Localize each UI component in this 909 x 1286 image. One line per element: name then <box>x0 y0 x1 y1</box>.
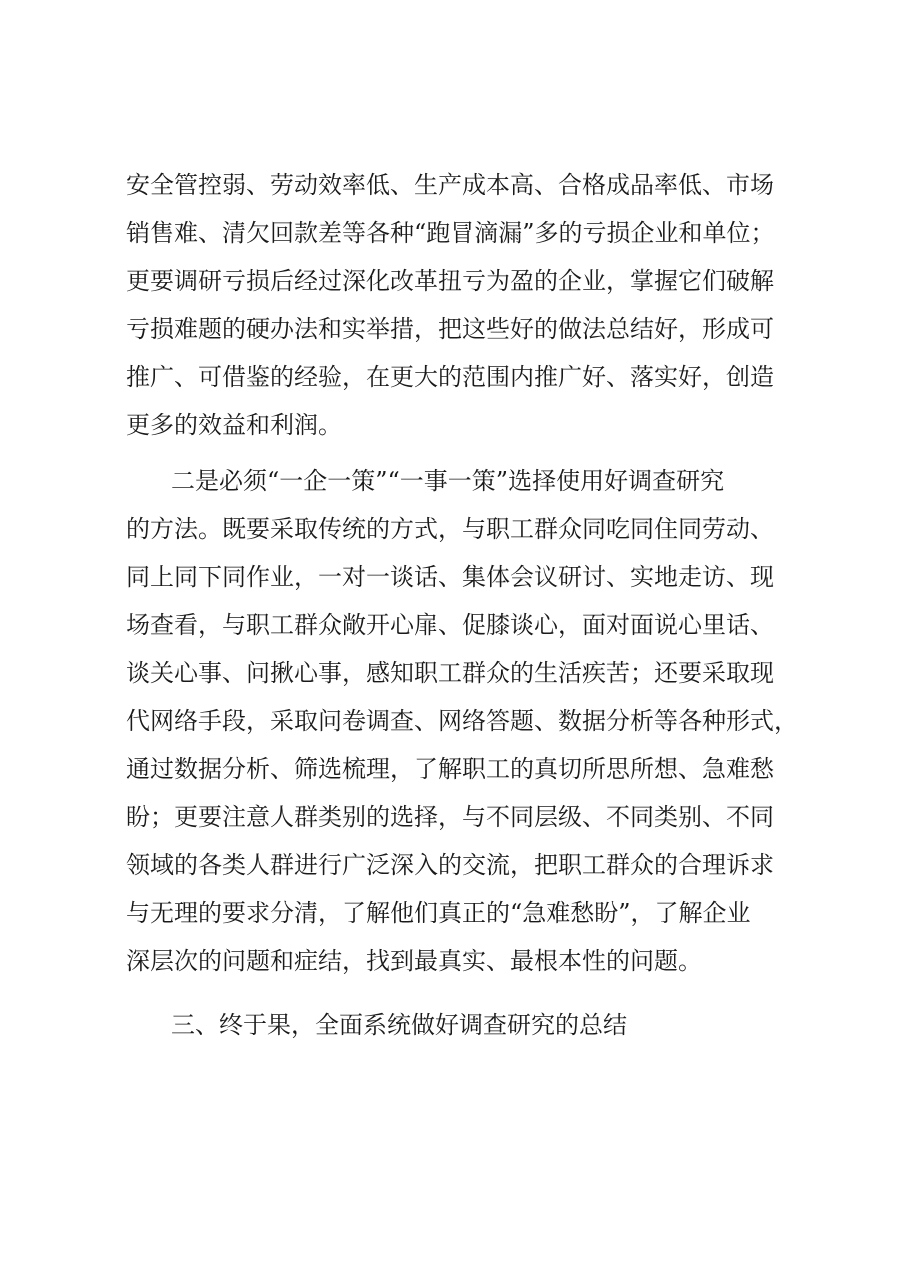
text-line: 深层次的问题和症结，找到最真实、最根本性的问题。 <box>126 947 702 975</box>
text-line: 盼；更要注意人群类别的选择，与不同层级、不同类别、不同 <box>126 803 774 831</box>
section-heading: 三、终于果，全面系统做好调查研究的总结 <box>171 1011 627 1039</box>
text-line: 同上同下同作业，一对一谈话、集体会议研讨、实地走访、现 <box>126 563 774 591</box>
text-line: 谈关心事、问揪心事，感知职工群众的生活疾苦；还要采取现 <box>126 659 774 687</box>
text-line: 销售难、清欠回款差等各种“跑冒滴漏”多的亏损企业和单位； <box>126 219 775 247</box>
text-line: 领域的各类人群进行广泛深入的交流，把职工群众的合理诉求 <box>126 851 774 879</box>
text-line: 通过数据分析、筛选梳理，了解职工的真切所思所想、急难愁 <box>126 755 774 783</box>
text-line: 与无理的要求分清，了解他们真正的“急难愁盼”，了解企业 <box>126 899 751 927</box>
text-line: 代网络手段，采取问卷调查、网络答题、数据分析等各种形式， <box>126 707 798 735</box>
text-line: 更要调研亏损后经过深化改革扭亏为盈的企业，掌握它们破解 <box>126 267 774 295</box>
text-line: 二是必须“一企一策”“一事一策”选择使用好调查研究 <box>171 467 725 495</box>
text-line: 的方法。既要采取传统的方式，与职工群众同吃同住同劳动、 <box>126 515 774 543</box>
text-line: 安全管控弱、劳动效率低、生产成本高、合格成品率低、市场 <box>126 171 774 199</box>
text-line: 亏损难题的硬办法和实举措，把这些好的做法总结好，形成可 <box>126 315 774 343</box>
text-line: 推广、可借鉴的经验，在更大的范围内推广好、落实好，创造 <box>126 363 774 391</box>
text-line: 场查看，与职工群众敞开心扉、促膝谈心，面对面说心里话、 <box>126 611 774 639</box>
text-line: 更多的效益和利润。 <box>126 411 342 439</box>
